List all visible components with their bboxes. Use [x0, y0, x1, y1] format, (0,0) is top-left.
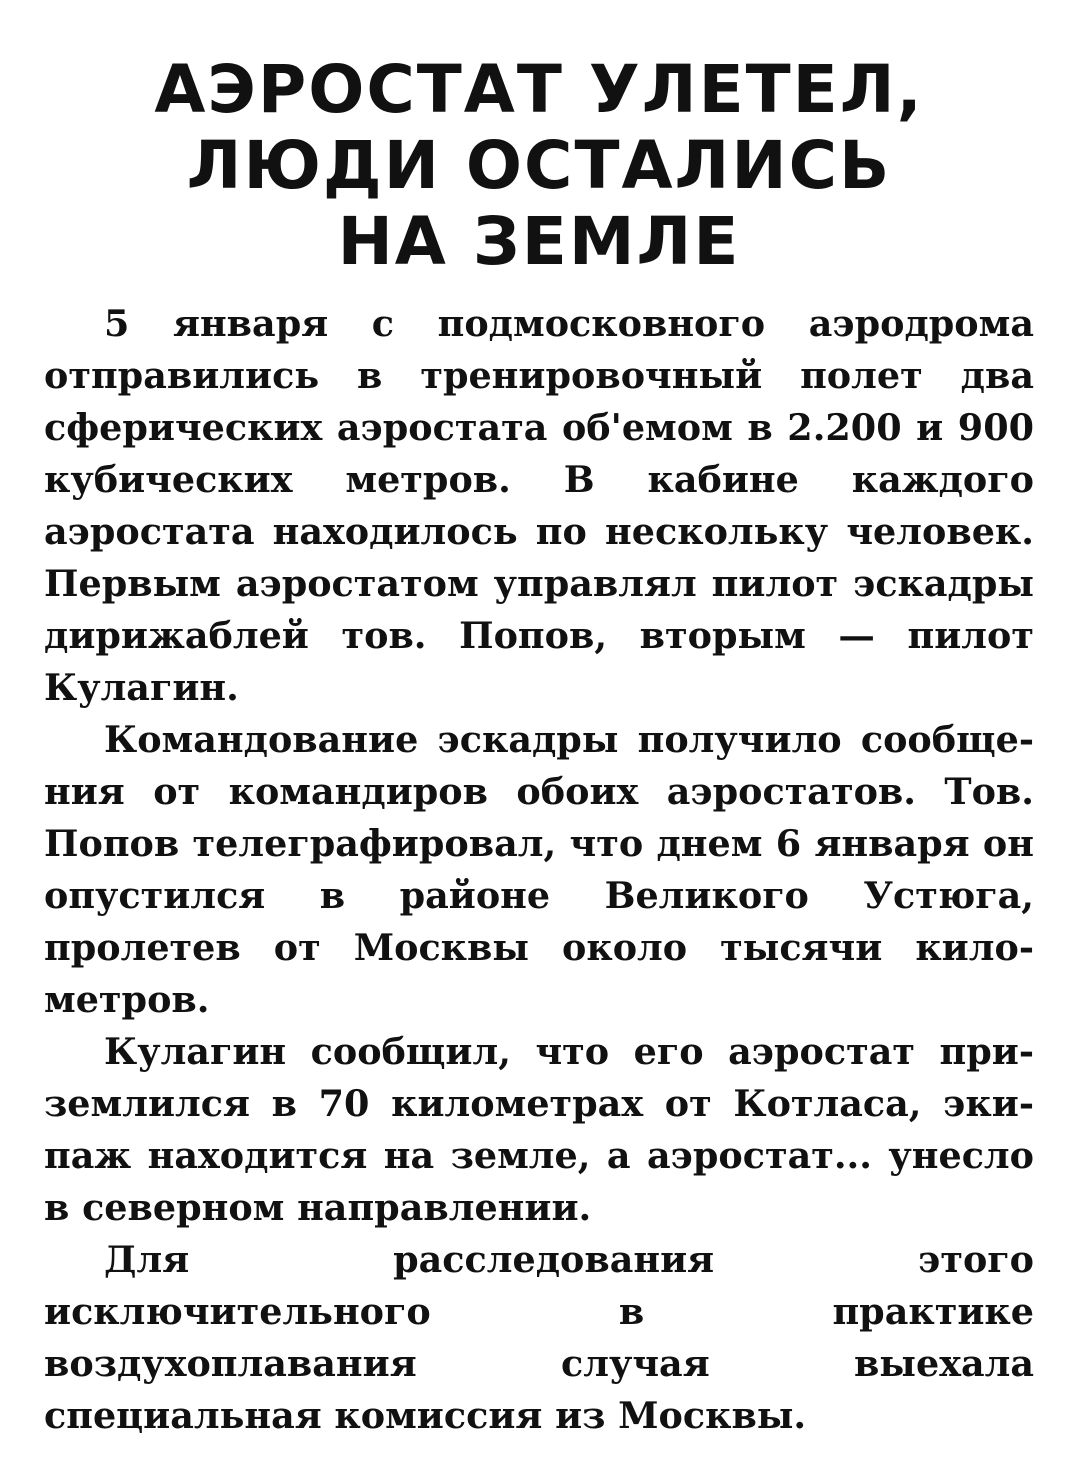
article-paragraph-2: Командование эскадры получило сообщения от командиров обоих аэростатов. Тов. Попов телеграфировал, что днем 6 января он опустился в районе Великого Устюга, пролетев от Москвы около тысячи километров. — [44, 718, 1034, 1021]
article-headline — [44, 52, 1034, 280]
article-paragraph-3: Кулагин сообщил, что его аэростат приземлился в 70 километрах от Котласа, экипаж находится на земле, а аэростат... унесло в северном направлении. — [44, 1030, 1034, 1229]
headline-line-2: ЛЮДИ ОСТАЛИСЬ — [186, 127, 892, 204]
article-paragraph-1: 5 января с подмосковного аэродрома отправились в тренировочный полет два сферических аэростата об'емом в 2.200 и 900 кубических метров. В кабине каждого аэростата находилось по нескольку человек. Первым аэростатом управлял пилот эскадры дирижаблей тов. Попов, вторым — пилот Кулагин. — [44, 302, 1034, 709]
article-paragraph-4: Для расследования этого исключительного в практике воздухоплавания случая выехала специальная комиссия из Москвы. — [44, 1238, 1034, 1437]
article-body — [44, 298, 1034, 1442]
news-article — [44, 52, 1034, 1442]
headline-line-3: НА ЗЕМЛЕ — [337, 203, 741, 280]
headline-line-1: АЭРОСТАТ УЛЕТЕЛ, — [154, 51, 924, 128]
